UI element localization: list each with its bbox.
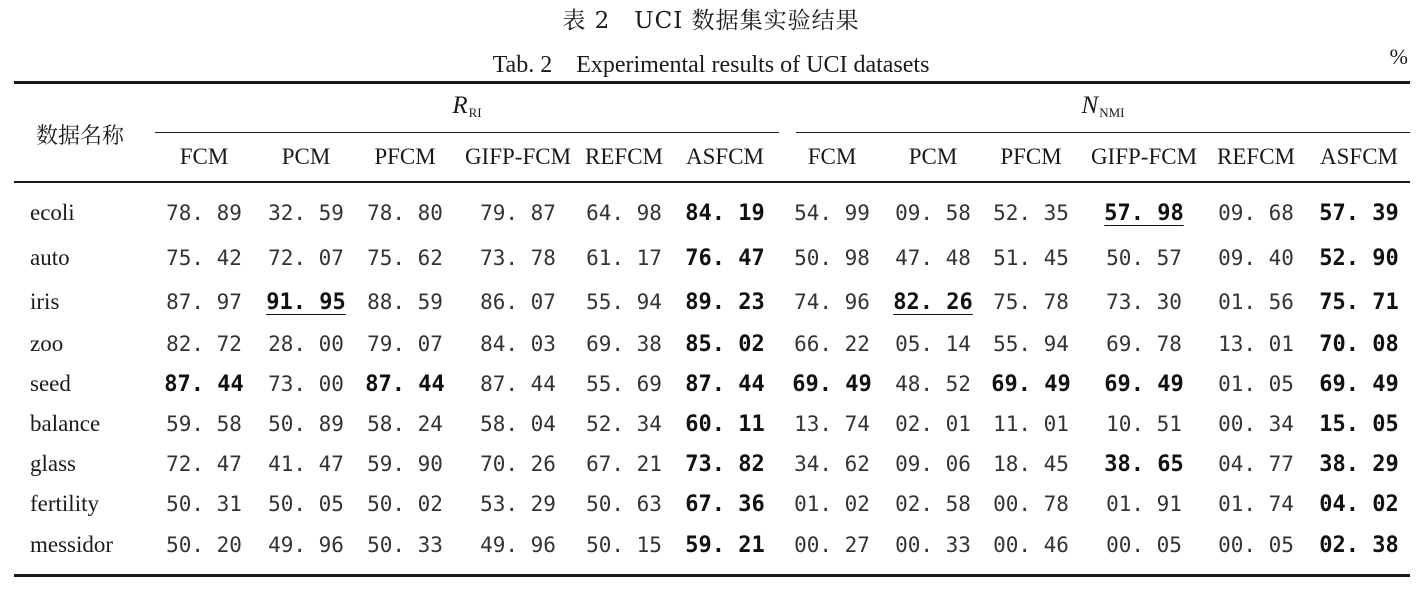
table-cell: 64. 98 [586, 201, 662, 225]
table-cell: 11. 01 [993, 412, 1069, 436]
table-cell: 70. 26 [480, 452, 556, 476]
row-label-ecoli: ecoli [30, 200, 75, 225]
table-cell: 50. 33 [367, 533, 443, 557]
table-cell: 73. 78 [480, 246, 556, 270]
table-cell: 75. 62 [367, 246, 443, 270]
row-label-auto: auto [30, 245, 70, 270]
table-cell: 09. 68 [1218, 201, 1294, 225]
table-cell: 58. 04 [480, 412, 556, 436]
column-header-ri-gifp-fcm: GIFP-FCM [464, 144, 572, 169]
table-cell: 52. 35 [993, 201, 1069, 225]
table-cell: 50. 05 [268, 492, 344, 516]
table-cell: 67. 21 [586, 452, 662, 476]
column-header-nmi-gifp-fcm: GIFP-FCM [1090, 144, 1198, 169]
table-cell: 58. 24 [367, 412, 443, 436]
table-cell: 87. 44 [685, 372, 765, 397]
unit-label: % [1389, 44, 1408, 69]
table-cell: 50. 89 [268, 412, 344, 436]
table-cell: 84. 03 [480, 332, 556, 356]
table-cell: 53. 29 [480, 492, 556, 516]
table-cell: 82. 72 [166, 332, 242, 356]
table-cell: 73. 82 [685, 452, 765, 477]
table-cell: 76. 47 [685, 246, 765, 271]
table-cell: 69. 49 [792, 372, 872, 397]
table-cell: 61. 17 [586, 246, 662, 270]
table-cell: 87. 44 [164, 372, 244, 397]
table-cell: 50. 98 [794, 246, 870, 270]
table-cell: 69. 38 [586, 332, 662, 356]
table-cell: 02. 01 [895, 412, 971, 436]
table-cell: 00. 05 [1106, 533, 1182, 557]
table-cell: 13. 74 [794, 412, 870, 436]
column-header-nmi-pfcm: PFCM [1000, 144, 1062, 169]
table-cell: 00. 78 [993, 492, 1069, 516]
table-cell: 55. 94 [993, 332, 1069, 356]
table-cell: 57. 39 [1319, 201, 1399, 226]
group-rule-nmi [796, 132, 1410, 133]
table-cell: 82. 26 [893, 290, 973, 315]
table-cell: 55. 69 [586, 372, 662, 396]
group-header-ri-main: R [452, 92, 468, 119]
table-cell: 88. 59 [367, 290, 443, 314]
table-cell: 59. 90 [367, 452, 443, 476]
table-cell: 02. 38 [1319, 533, 1399, 558]
table-cell: 79. 87 [480, 201, 556, 225]
table-cell: 87. 44 [480, 372, 556, 396]
table-cell: 49. 96 [268, 533, 344, 557]
group-header-nmi-main: N [1081, 92, 1099, 119]
row-label-seed: seed [30, 371, 71, 396]
table-cell: 87. 44 [365, 372, 445, 397]
table-cell: 59. 21 [685, 533, 765, 558]
header-rule [14, 181, 1410, 183]
table-cell: 69. 78 [1106, 332, 1182, 356]
bottom-rule [14, 574, 1410, 577]
table-cell: 38. 65 [1104, 452, 1184, 477]
table-cell: 01. 05 [1218, 372, 1294, 396]
table-cell: 13. 01 [1218, 332, 1294, 356]
table-cell: 54. 99 [794, 201, 870, 225]
top-rule [14, 81, 1410, 84]
table-cell: 86. 07 [480, 290, 556, 314]
table-cell: 32. 59 [268, 201, 344, 225]
table-cell: 01. 02 [794, 492, 870, 516]
table-cell: 01. 74 [1218, 492, 1294, 516]
table-cell: 57. 98 [1104, 201, 1184, 226]
group-rule-ri [155, 132, 779, 133]
table-cell: 50. 63 [586, 492, 662, 516]
table-cell: 79. 07 [367, 332, 443, 356]
table-cell: 49. 96 [480, 533, 556, 557]
table-caption-cn: 表 2 UCI 数据集实验结果 [562, 8, 860, 34]
table-cell: 67. 36 [685, 492, 765, 517]
table-cell: 59. 58 [166, 412, 242, 436]
table-cell: 84. 19 [685, 201, 765, 226]
table-cell: 60. 11 [685, 412, 765, 437]
table-cell: 55. 94 [586, 290, 662, 314]
column-header-nmi-asfcm: ASFCM [1320, 144, 1398, 169]
table-cell: 69. 49 [991, 372, 1071, 397]
row-label-fertility: fertility [30, 491, 99, 516]
column-header-ri-refcm: REFCM [585, 144, 663, 169]
table-cell: 00. 46 [993, 533, 1069, 557]
table-cell: 72. 07 [268, 246, 344, 270]
column-header-ri-asfcm: ASFCM [686, 144, 764, 169]
table-cell: 75. 78 [993, 290, 1069, 314]
table-cell: 72. 47 [166, 452, 242, 476]
table-cell: 09. 40 [1218, 246, 1294, 270]
dataset-name-header: 数据名称 [36, 124, 125, 149]
table-cell: 48. 52 [895, 372, 971, 396]
table-cell: 87. 97 [166, 290, 242, 314]
table-cell: 85. 02 [685, 332, 765, 357]
row-label-iris: iris [30, 289, 60, 314]
table-cell: 38. 29 [1319, 452, 1399, 477]
table-cell: 73. 30 [1106, 290, 1182, 314]
table-cell: 70. 08 [1319, 332, 1399, 357]
group-header-ri-sub: RI [468, 105, 482, 120]
column-header-ri-pcm: PCM [281, 144, 331, 169]
table-cell: 09. 06 [895, 452, 971, 476]
table-cell: 50. 57 [1106, 246, 1182, 270]
table-cell: 00. 05 [1218, 533, 1294, 557]
table-cell: 28. 00 [268, 332, 344, 356]
table-cell: 91. 95 [266, 290, 346, 315]
table-cell: 04. 02 [1319, 492, 1399, 517]
column-header-nmi-refcm: REFCM [1217, 144, 1295, 169]
table-cell: 00. 33 [895, 533, 971, 557]
table-cell: 69. 49 [1104, 372, 1184, 397]
group-header-nmi-sub: NMI [1099, 105, 1125, 120]
table-cell: 75. 42 [166, 246, 242, 270]
table-cell: 05. 14 [895, 332, 971, 356]
table-cell: 41. 47 [268, 452, 344, 476]
table-cell: 01. 91 [1106, 492, 1182, 516]
table-cell: 50. 15 [586, 533, 662, 557]
column-header-ri-pfcm: PFCM [374, 144, 436, 169]
table-cell: 00. 34 [1218, 412, 1294, 436]
row-label-zoo: zoo [30, 331, 64, 356]
row-label-messidor: messidor [30, 532, 114, 557]
table-cell: 10. 51 [1106, 412, 1182, 436]
table-cell: 15. 05 [1319, 412, 1399, 437]
table-cell: 34. 62 [794, 452, 870, 476]
group-header-ri [452, 92, 481, 121]
table-cell: 74. 96 [794, 290, 870, 314]
column-header-ri-fcm: FCM [179, 144, 229, 169]
table-cell: 51. 45 [993, 246, 1069, 270]
table-cell: 52. 34 [586, 412, 662, 436]
table-cell: 52. 90 [1319, 246, 1399, 271]
table-cell: 50. 31 [166, 492, 242, 516]
table-cell: 66. 22 [794, 332, 870, 356]
table-cell: 18. 45 [993, 452, 1069, 476]
table-cell: 78. 80 [367, 201, 443, 225]
column-header-nmi-pcm: PCM [908, 144, 958, 169]
table-cell: 69. 49 [1319, 372, 1399, 397]
table-cell: 04. 77 [1218, 452, 1294, 476]
row-label-glass: glass [30, 451, 76, 476]
table-cell: 73. 00 [268, 372, 344, 396]
table-cell: 78. 89 [166, 201, 242, 225]
table-cell: 50. 20 [166, 533, 242, 557]
group-header-nmi [1082, 92, 1125, 121]
table-cell: 47. 48 [895, 246, 971, 270]
table-cell: 01. 56 [1218, 290, 1294, 314]
table-cell: 00. 27 [794, 533, 870, 557]
table-cell: 75. 71 [1319, 290, 1399, 315]
table-cell: 02. 58 [895, 492, 971, 516]
table-caption-en: Tab. 2 Experimental results of UCI datasets [492, 52, 930, 78]
row-label-balance: balance [30, 411, 101, 436]
table-cell: 50. 02 [367, 492, 443, 516]
column-header-nmi-fcm: FCM [807, 144, 857, 169]
table-cell: 09. 58 [895, 201, 971, 225]
table-cell: 89. 23 [685, 290, 765, 315]
